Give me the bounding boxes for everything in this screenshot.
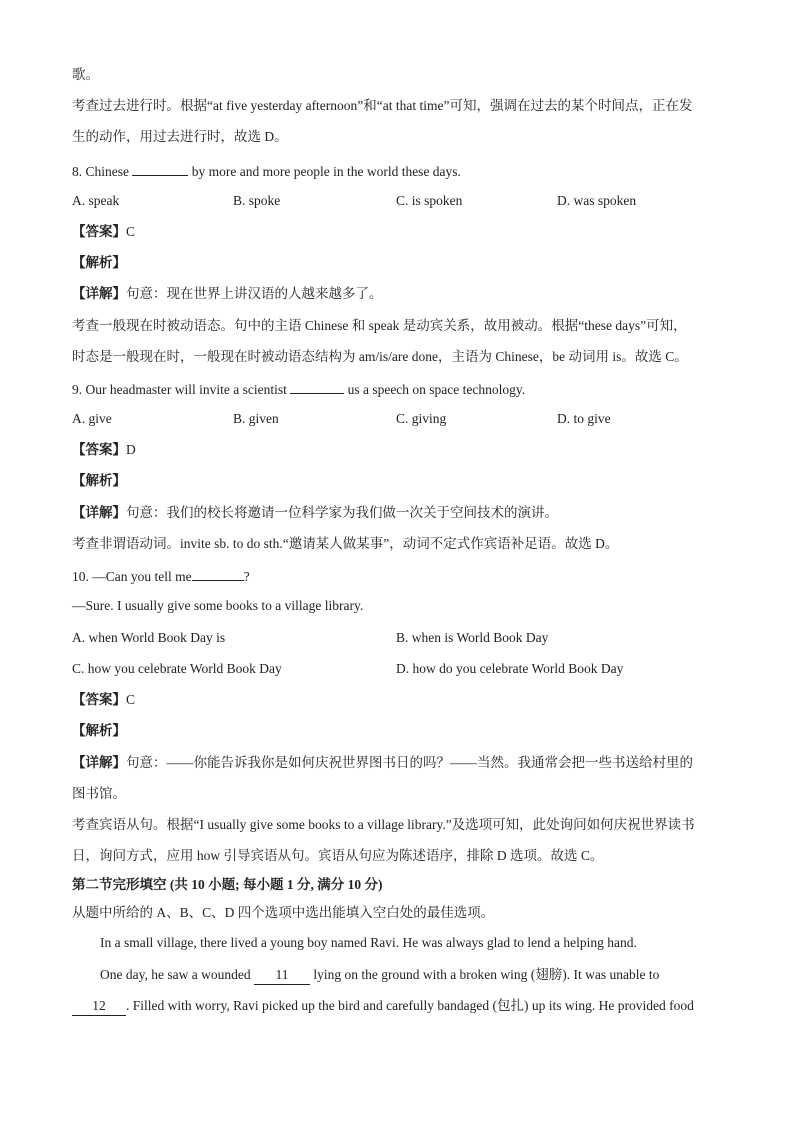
answer-line — [72, 223, 135, 241]
option-b: B. given — [233, 411, 279, 426]
answer-line — [72, 441, 136, 459]
reply-line: —Sure. I usually give some books to a village library. — [72, 598, 364, 613]
explanation-line: 考查宾语从句。根据“I usually give some books to a village library.”及选项可知，此处询问如何庆祝世界读书 — [72, 817, 695, 832]
cloze-blank-11: 11 — [254, 966, 310, 985]
section-title: 第二节完形填空 (共 10 小题; 每小题 1 分, 满分 10 分) — [72, 877, 383, 892]
option-c: C. giving — [396, 411, 447, 426]
explanation-line: 日，询问方式，应用 how 引导宾语从句。宾语从句应为陈述语序，排除 D 选项。故选 C。 — [72, 848, 604, 863]
text-line: 考查过去进行时。根据“at five yesterday afternoon”和“at that time”可知，强调在过去的某个时间点，正在发 — [72, 98, 693, 113]
answer-value: C — [126, 692, 136, 707]
option-b: B. when is World Book Day — [396, 630, 549, 645]
passage-text: lying on the ground with a broken wing (翅膀). It was unable to — [309, 967, 660, 982]
option-a: A. speak — [72, 193, 120, 208]
detail-text: 句意：我们的校长将邀请一位科学家为我们做一次关于空间技术的演讲。 — [126, 505, 558, 520]
analysis-tag: 【解析】 — [72, 255, 126, 270]
option-c: C. how you celebrate World Book Day — [72, 661, 282, 676]
question-10 — [72, 566, 250, 586]
explanation-line: 考查非谓语动词。invite sb. to do sth.“邀请某人做某事”，动词不定式作宾语补足语。故选 D。 — [72, 536, 619, 551]
question-text: by more and more people in the world these days. — [188, 164, 461, 179]
answer-blank — [132, 161, 188, 176]
passage-text: . Filled with worry, Ravi picked up the bird and carefully bandaged (包扎) up its wing. He provided food — [126, 998, 694, 1013]
detail-text: 句意：现在世界上讲汉语的人越来越多了。 — [126, 286, 383, 301]
detail-line: 图书馆。 — [72, 786, 126, 801]
detail-tag: 【详解】 — [72, 755, 126, 770]
cloze-blank-12: 12 — [72, 997, 126, 1016]
option-c: C. is spoken — [396, 193, 463, 208]
passage-line — [72, 997, 694, 1016]
analysis-line — [72, 722, 126, 740]
option-d: D. to give — [557, 411, 611, 426]
answer-value: C — [126, 224, 136, 239]
section-instruction: 从题中所给的 A、B、C、D 四个选项中选出能填入空白处的最佳选项。 — [72, 905, 495, 920]
question-8 — [72, 161, 461, 181]
answer-value: D — [126, 442, 136, 457]
question-text: us a speech on space technology. — [344, 382, 526, 397]
detail-line — [72, 754, 693, 772]
question-9 — [72, 379, 525, 399]
detail-line — [72, 504, 558, 522]
answer-blank — [192, 566, 244, 581]
question-text: ? — [243, 569, 250, 584]
answer-tag: 【答案】 — [72, 692, 126, 707]
passage-line — [100, 966, 659, 985]
question-text: 8. Chinese — [72, 164, 133, 179]
explanation-line: 考查一般现在时被动语态。句中的主语 Chinese 和 speak 是动宾关系，故用被动。根据“these days”可知， — [72, 318, 687, 333]
answer-line — [72, 691, 135, 709]
option-d: D. was spoken — [557, 193, 637, 208]
detail-tag: 【详解】 — [72, 286, 126, 301]
analysis-line — [72, 472, 126, 490]
analysis-line — [72, 254, 126, 272]
detail-tag: 【详解】 — [72, 505, 126, 520]
analysis-tag: 【解析】 — [72, 723, 126, 738]
question-text: 9. Our headmaster will invite a scientist — [72, 382, 291, 397]
explanation-line: 时态是一般现在时，一般现在时被动语态结构为 am/is/are done，主语为 Chinese，be 动词用 is。故选 C。 — [72, 349, 688, 364]
text-line: 生的动作，用过去进行时，故选 D。 — [72, 129, 288, 144]
analysis-tag: 【解析】 — [72, 473, 126, 488]
passage-text: One day, he saw a wounded — [100, 967, 254, 982]
detail-text: 句意：——你能告诉我你是如何庆祝世界图书日的吗？——当然。我通常会把一些书送给村里的 — [126, 755, 693, 770]
option-b: B. spoke — [233, 193, 281, 208]
option-d: D. how do you celebrate World Book Day — [396, 661, 624, 676]
question-text: 10. —Can you tell me — [72, 569, 192, 584]
text-line: 歌。 — [72, 67, 99, 82]
option-a: A. give — [72, 411, 112, 426]
answer-tag: 【答案】 — [72, 442, 126, 457]
detail-line — [72, 285, 383, 303]
answer-blank — [290, 379, 344, 394]
passage-line: In a small village, there lived a young boy named Ravi. He was always glad to lend a helping hand. — [100, 935, 637, 950]
answer-tag: 【答案】 — [72, 224, 126, 239]
option-a: A. when World Book Day is — [72, 630, 226, 645]
